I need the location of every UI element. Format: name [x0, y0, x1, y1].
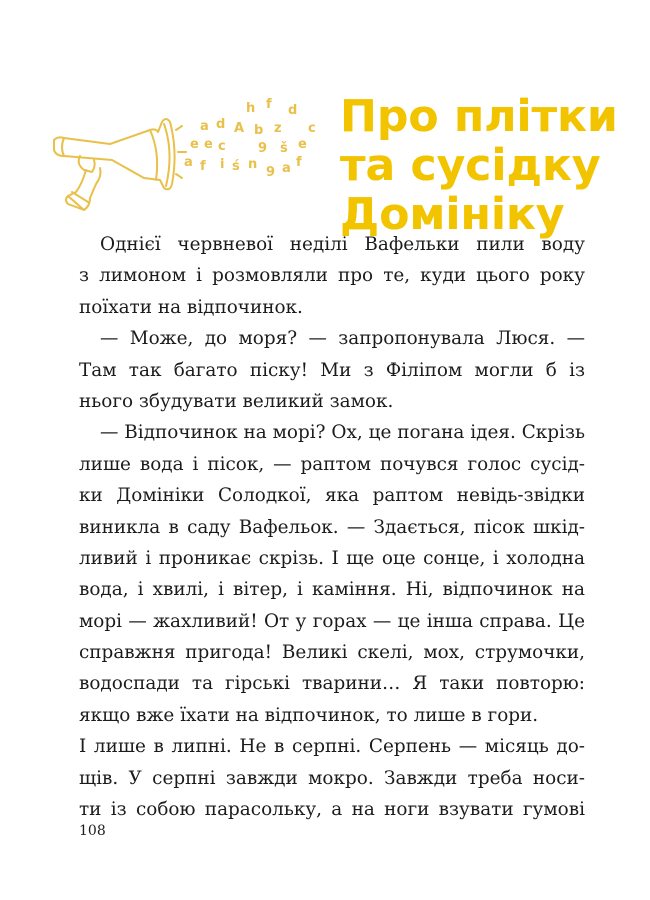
- text-line: ки Домініки Солодкої, яка раптом невідь-звідки: [79, 485, 585, 507]
- letter-glyph: d: [288, 103, 298, 118]
- text-line: лише вода і пісок, — раптом почувся голос сусід-: [79, 453, 585, 475]
- letter-glyph: c: [308, 121, 316, 136]
- letter-glyph: e: [204, 137, 213, 152]
- letter-glyph: f: [296, 155, 302, 170]
- body-text: [79, 229, 585, 825]
- text-line: щів. У серпні завжди мокро. Завжди треба носи-: [79, 767, 585, 789]
- text-line: ливий і проникає скрізь. І ще оце сонце, і холодна: [79, 547, 585, 569]
- letter-glyph: f: [200, 159, 206, 174]
- text-line: — Може, до моря? — запропонувала Люся. —: [100, 328, 585, 350]
- text-line: справжня пригода! Великі скелі, мох, струмочки,: [79, 642, 585, 664]
- megaphone-icon: [50, 92, 340, 220]
- page-number: 108: [79, 823, 106, 839]
- letter-glyph: z: [274, 121, 282, 136]
- letter-glyph: 9: [266, 165, 276, 180]
- chapter-title-line: Про плітки: [340, 91, 618, 142]
- text-line: ти із собою парасольку, а на ноги взувати гумові: [79, 799, 585, 821]
- letter-glyph: a: [184, 155, 193, 170]
- letter-glyph: ś: [232, 159, 240, 174]
- text-line: з лимоном і розмовляли про те, куди цього року: [79, 265, 585, 287]
- text-line: Там так багато піску! Ми з Філіпом могли б із: [79, 359, 585, 381]
- text-line: Однієї червневої неділі Вафельки пили воду: [100, 234, 585, 255]
- letter-glyph: A: [234, 121, 245, 136]
- letter-glyph: e: [298, 137, 307, 152]
- letter-glyph: h: [246, 101, 256, 116]
- letter-glyph: d: [216, 117, 226, 132]
- chapter-title: [340, 91, 618, 240]
- letter-glyph: c: [218, 139, 226, 154]
- letter-glyph: b: [254, 123, 264, 138]
- text-line: морі — жахливий! От у горах — це інша справа. Це: [79, 610, 585, 632]
- text-line: поїхати на відпочинок.: [79, 296, 303, 318]
- letter-glyph: 9: [258, 141, 268, 156]
- letter-glyph: a: [282, 161, 291, 176]
- text-line: — Відпочинок на морі? Ох, це погана ідея. Скрізь: [100, 422, 585, 444]
- letter-glyph: e: [190, 137, 199, 152]
- megaphone-illustration: [50, 92, 340, 220]
- text-line: виникла в саду Вафельок. — Здається, пісок шкід-: [79, 516, 585, 538]
- text-line: І лише в липні. Не в серпні. Серпень — місяць до-: [79, 736, 585, 758]
- text-line: нього збудувати великий замок.: [79, 390, 394, 412]
- text-line: якщо вже їхати на відпочинок, то лише в гори.: [79, 704, 539, 726]
- letter-glyph: f: [266, 97, 272, 112]
- chapter-title-line: Домініку: [340, 189, 565, 240]
- letter-glyph: i: [220, 157, 225, 172]
- letter-glyph: š: [280, 141, 288, 156]
- text-line: водоспади та гірські тварини… Я таки повторю:: [79, 673, 585, 695]
- text-line: вода, і хвилі, і вітер, і каміння. Ні, відпочинок на: [79, 579, 585, 601]
- chapter-title-line: та сусідку: [340, 140, 601, 191]
- letter-glyph: n: [248, 157, 258, 172]
- letter-glyph: a: [200, 119, 209, 134]
